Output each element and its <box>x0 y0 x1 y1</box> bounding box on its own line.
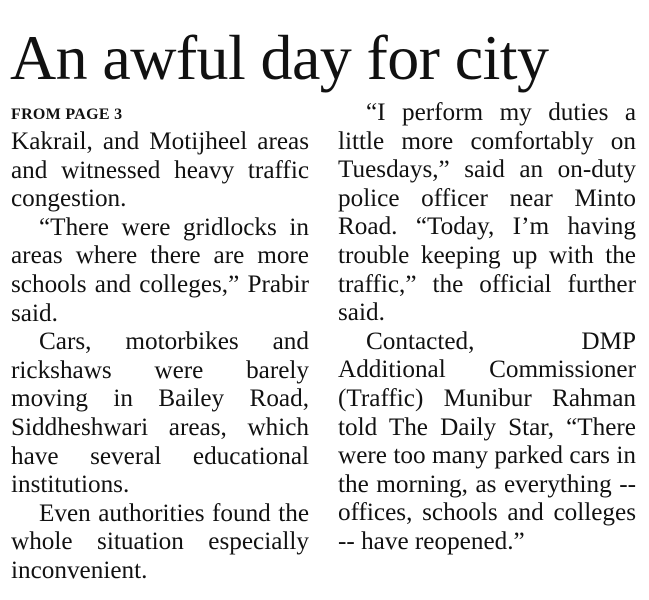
paragraph: “I perform my duties a little more comfortably on Tuesdays,” said an on-duty police officer near Minto Road. “Today, I’m having trouble keeping up with the traffic,” the official further said. <box>338 99 636 327</box>
paragraph: “There were gridlocks in areas where there are more schools and colleges,” Prabir said. <box>11 213 309 327</box>
continued-from-label: FROM PAGE 3 <box>11 106 123 123</box>
paragraph: Kakrail, and Motijheel areas and witnessed heavy traffic congestion. <box>11 128 309 213</box>
paragraph: Contacted, DMP Additional Commissioner (Traffic) Munibur Rahman told The Daily Star, “There were too many parked cars in the morning, as everything -- offices, schools and colleges -- have reopened.” <box>338 327 636 555</box>
paragraph: Even authorities found the whole situation especially inconvenient. <box>11 499 309 584</box>
paragraph: Cars, motorbikes and rickshaws were barely moving in Bailey Road, Siddheshwari areas, which have several educational institutions. <box>11 328 309 499</box>
headline: An awful day for city <box>10 22 549 93</box>
right-column <box>338 99 636 557</box>
left-column <box>11 99 309 586</box>
